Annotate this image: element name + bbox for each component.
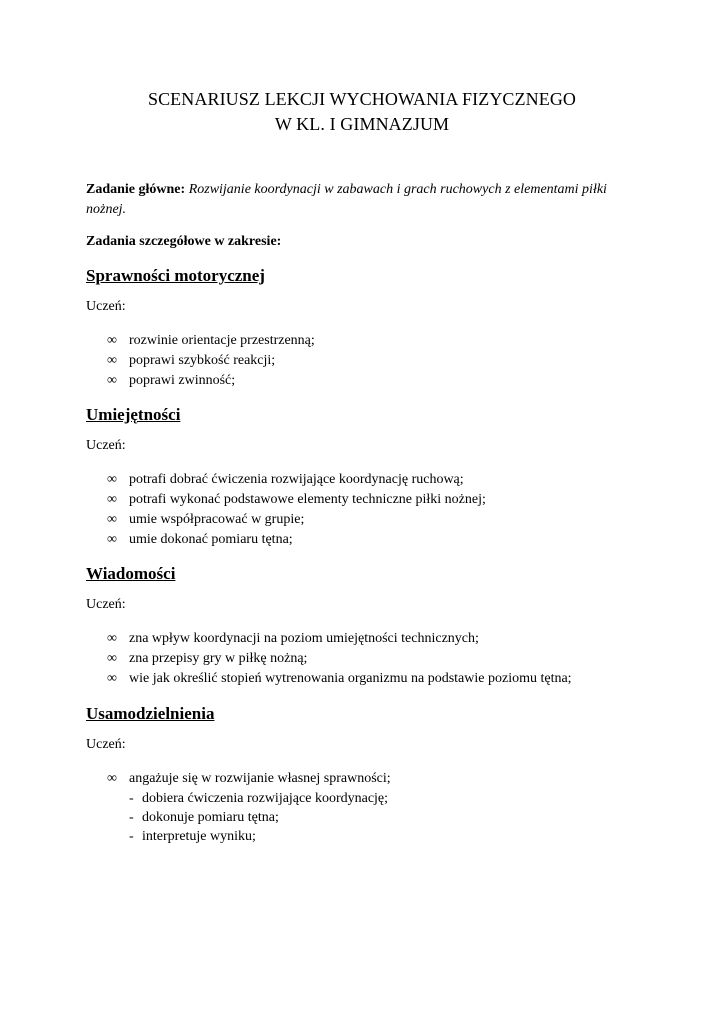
student-label: Uczeń:	[86, 737, 126, 752]
infinity-bullet-icon: ∞	[107, 671, 117, 686]
list-item-text: poprawi szybkość reakcji;	[129, 353, 276, 368]
sub-list	[86, 789, 646, 846]
objective-list	[86, 629, 646, 689]
objective-list	[86, 470, 646, 550]
list-item	[86, 351, 646, 371]
section-heading: Usamodzielnienia	[86, 704, 215, 723]
infinity-bullet-icon: ∞	[107, 532, 117, 547]
list-item	[86, 331, 646, 351]
main-task	[86, 180, 646, 220]
student-label: Uczeń:	[86, 299, 126, 314]
list-item	[86, 490, 646, 510]
document-title-line2: W KL. I GIMNAZJUM	[274, 114, 450, 134]
infinity-bullet-icon: ∞	[107, 353, 117, 368]
infinity-bullet-icon: ∞	[107, 631, 117, 646]
infinity-bullet-icon: ∞	[107, 512, 117, 527]
list-item-text: wie jak określić stopień wytrenowania organizmu na podstawie poziomu tętna;	[129, 671, 572, 686]
infinity-bullet-icon: ∞	[107, 333, 117, 348]
list-item-text: zna wpływ koordynacji na poziom umiejętności technicznych;	[129, 631, 479, 646]
infinity-bullet-icon: ∞	[107, 651, 117, 666]
sub-list-item: - dokonuje pomiaru tętna;	[129, 810, 279, 825]
main-task-value: Rozwijanie koordynacji w zabawach i grach ruchowych z elementami piłki nożnej.	[86, 182, 607, 217]
section-motor-skills	[86, 265, 646, 391]
list-item-text: umie współpracować w grupie;	[129, 512, 305, 527]
student-label: Uczeń:	[86, 438, 126, 453]
infinity-bullet-icon: ∞	[107, 771, 117, 786]
document-title-line1: SCENARIUSZ LEKCJI WYCHOWANIA FIZYCZNEGO	[147, 89, 577, 109]
section-heading: Sprawności motorycznej	[86, 266, 265, 285]
list-item-text: rozwinie orientacje przestrzenną;	[129, 333, 315, 348]
list-item	[86, 530, 646, 550]
section-skills	[86, 404, 646, 550]
list-item	[86, 510, 646, 530]
list-item	[86, 769, 646, 789]
sub-list-item-text: dokonuje pomiaru tętna;	[142, 810, 279, 825]
list-item	[86, 649, 646, 669]
sub-list-item-text: dobiera ćwiczenia rozwijające koordynację;	[142, 791, 389, 806]
list-item-text: umie dokonać pomiaru tętna;	[129, 532, 293, 547]
list-item	[86, 629, 646, 649]
section-independence	[86, 703, 646, 846]
infinity-bullet-icon: ∞	[107, 472, 117, 487]
section-knowledge	[86, 563, 646, 689]
list-item-text: poprawi zwinność;	[129, 373, 236, 388]
list-item	[86, 371, 646, 391]
list-item-text: angażuje się w rozwijanie własnej sprawności;	[129, 771, 391, 786]
infinity-bullet-icon: ∞	[107, 492, 117, 507]
section-heading: Umiejętności	[86, 405, 181, 424]
objective-list	[86, 769, 646, 789]
detailed-tasks-label: Zadania szczegółowe w zakresie:	[86, 234, 282, 249]
list-item	[86, 669, 646, 689]
infinity-bullet-icon: ∞	[107, 373, 117, 388]
sub-list-item: - interpretuje wyniku;	[129, 829, 256, 844]
list-item-text: zna przepisy gry w piłkę nożną;	[129, 651, 308, 666]
list-item-text: potrafi dobrać ćwiczenia rozwijające koordynację ruchową;	[129, 472, 464, 487]
section-heading: Wiadomości	[86, 564, 176, 583]
student-label: Uczeń:	[86, 597, 126, 612]
list-item-text: potrafi wykonać podstawowe elementy techniczne piłki nożnej;	[129, 492, 486, 507]
list-item	[86, 470, 646, 490]
main-task-label: Zadanie główne:	[86, 182, 186, 197]
objective-list	[86, 331, 646, 391]
sub-list-item: - dobiera ćwiczenia rozwijające koordynację;	[129, 791, 389, 806]
sub-list-item-text: interpretuje wyniku;	[142, 829, 256, 844]
